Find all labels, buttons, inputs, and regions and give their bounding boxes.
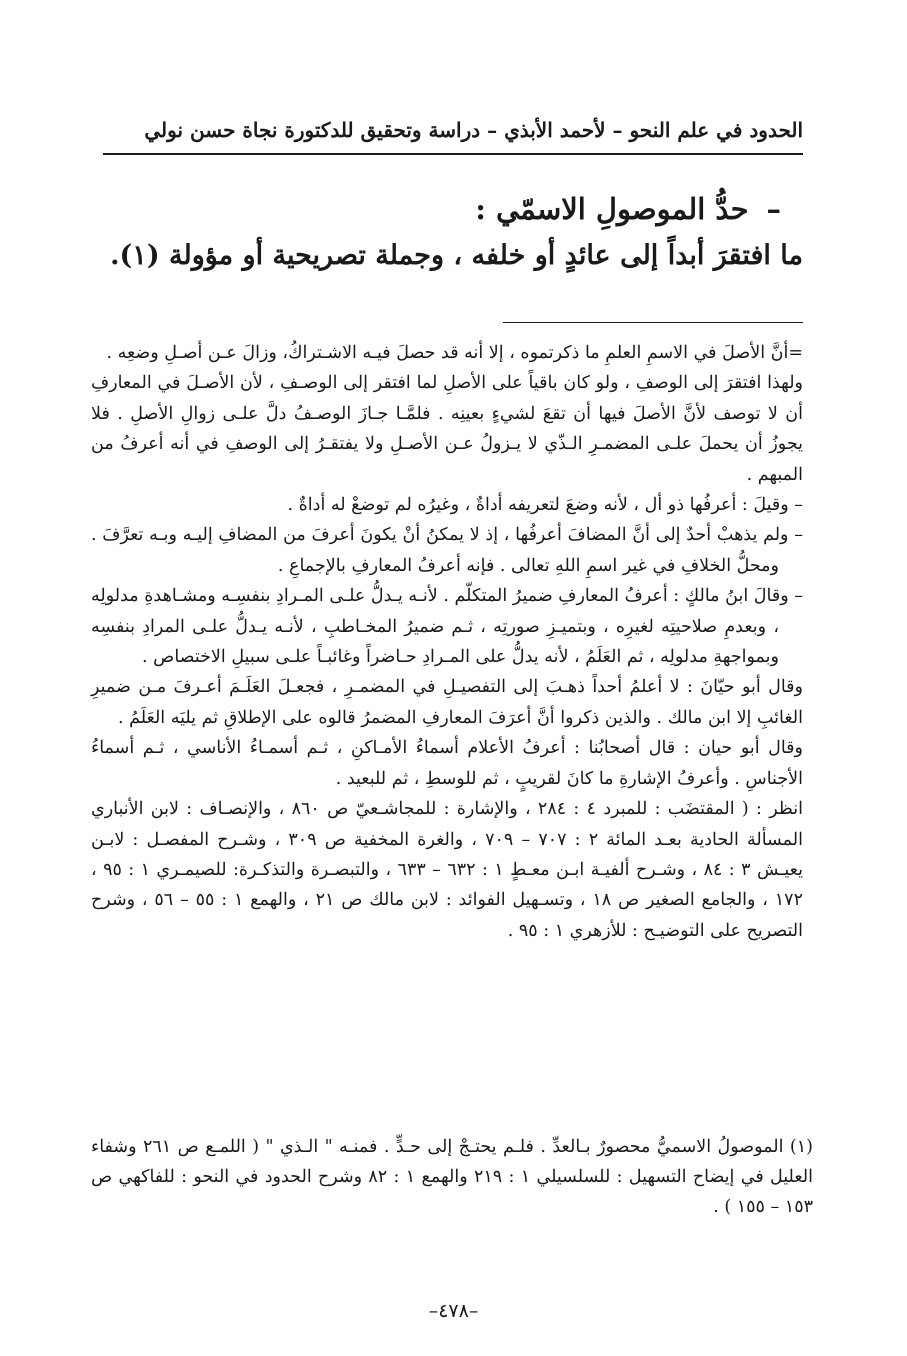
header-rule	[103, 153, 803, 155]
footnote-1-text: (١) الموصولُ الاسميُّ محصورٌ بـالعدِّ . فلـم يحتـجْ إلى حـدٍّ . فمنـه " الـذي " ( اللمـع ص ٢٦١ وشفاء العليل في إيضاح التسهيل : للسلسيلي ١ : ٢١٩ والهمع ١ : ٨٢ وشرح الحدود في النحو : للفاكهي ص ١٥٣ – ١٥٥ ) .	[91, 1137, 813, 1217]
note-references: انظر : ( المقتضَب : للمبرد ٤ : ٢٨٤ ، والإشارة : للمجاشـعيّ ص ٨٦٠ ، والإنصـاف : لابن الأنباري المسألة الحادية بعـد المائة ٢ : ٧٠٧ – ٧٠٩ ، والغرة المخفية ص ٣٠٩ ، وشـرح المفصـل : لابـن يعيـش ٣ : ٨٤ ، وشـرح ألفيـة ابـن معـطٍ ١ : ٦٣٢ – ٦٣٣ ، والتبصـرة والتذكـرة: للصيمـري ١ : ٩٥ ، ١٧٢ ، والجامع الصغير ص ١٨ ، وتسـهيل الفوائد : لابن مالك ص ٢١ ، والهمع ١ : ٥٥ – ٥٦ ، وشرح التصريح على التوضيـح : للأزهري ١ : ٩٥ .	[91, 799, 803, 941]
note-paragraph: =أنَّ الأصلَ في الاسمِ العلمِ ما ذكرتموه ، إلا أنه قد حصلَ فيـه الاشـتراكُ، وزالَ عـن أصـلِ وضعِه .	[106, 343, 803, 363]
note-paragraph: ولهذا افتقرَ إلى الوصفِ ، ولو كان باقياً على الأصلِ لما افتقر إلى الوصـفِ ، لأن الأصـلَ في المعارفِ أن لا توصف لأنَّ الأصلَ فيها أن تقعَ لشيءٍ بعينِه . فلمَّـا جـازَ الوصـفُ دلَّ علـى زوالِ الأصلِ . فلا يجوزُ أن يحملَ علـى المضمـرِ الـذّي لا يـزولُ عـن الأصـلِ ولا يفتقـرُ إلى الوصفِ في أنه أعرفُ من المبهم .	[91, 373, 803, 485]
note-list-item: – وقالَ ابنُ مالكٍ : أعرفُ المعارفِ ضميرُ المتكلّم . لأنـه يـدلُّ علـى المـرادِ بنفسِـه ومشـاهدةِ مدلولِه ، وبعدمِ صلاحيتِه لغيرِه ، وبتميـزِ صورتِه ، ثـم ضميرُ المخـاطبِ ، لأنـه يـدلُّ علـى المرادِ بنفسِه وبمواجهةِ مدلولِه ، ثم العَلَمُ ، لأنه يدلُّ على المـرادِ حـاضراً وغائبـاً علـى سبيلِ الاختصاص .	[91, 586, 803, 668]
section-heading	[475, 192, 781, 226]
note-paragraph: وقال أبو حيان : قال أصحابُنا : أعرفُ الأعلام أسماءُ الأمـاكنِ ، ثـم أسمـاءُ الأناسي ، ثـم أسماءُ الأجناسِ . وأعرفُ الإشارةِ ما كانَ لقريبٍ ، ثم للوسطِ ، ثم للبعيد .	[91, 738, 803, 789]
footnote-1	[91, 1132, 813, 1222]
definition-text: ما افتقرَ أبداً إلى عائدٍ أو خلفه ، وجملة تصريحية أو مؤولة (١).	[110, 240, 803, 271]
footnote-continuation	[91, 338, 803, 946]
footnote-rule	[503, 322, 803, 323]
heading-text: حدُّ الموصولِ الاسمّي :	[475, 192, 749, 226]
page-number: –٤٧٨–	[428, 1300, 479, 1322]
note-list-item: – وقيلَ : أعرفُها ذو أل ، لأنه وضعَ لتعريفه أداةٌ ، وغيرُه لم توضعْ له أداةٌ .	[287, 495, 803, 516]
running-head: الحدود في علم النحو – لأحمد الأبذي – دراسة وتحقيق للدكتورة نجاة حسن نولي	[144, 118, 803, 142]
heading-dash: –	[766, 192, 781, 226]
note-list-item: – ولم يذهبْ أحدٌ إلى أنَّ المضافَ أعرفُها ، إذ لا يمكنُ أنْ يكونَ أعرفَ من المضافِ إليـه وبـه تعرَّفَ . ومحلُّ الخلافِ في غير اسمِ اللهِ تعالى . فإنه أعرفُ المعارفِ بالإجماعِ .	[91, 525, 803, 576]
note-paragraph: وقال أبو حيّانَ : لا أعلمُ أحداً ذهـبَ إلى التفصيـلِ في المضمـرِ ، فجعـلَ العَلَـمَ أعـرفَ مـن ضميرِ الغائبِ إلا ابن مالك . والذين ذكروا أنَّ أعرَفَ المعارفِ المضمرُ قالوه على الإطلاقِ ثم يليَه العَلَمُ .	[91, 677, 803, 728]
